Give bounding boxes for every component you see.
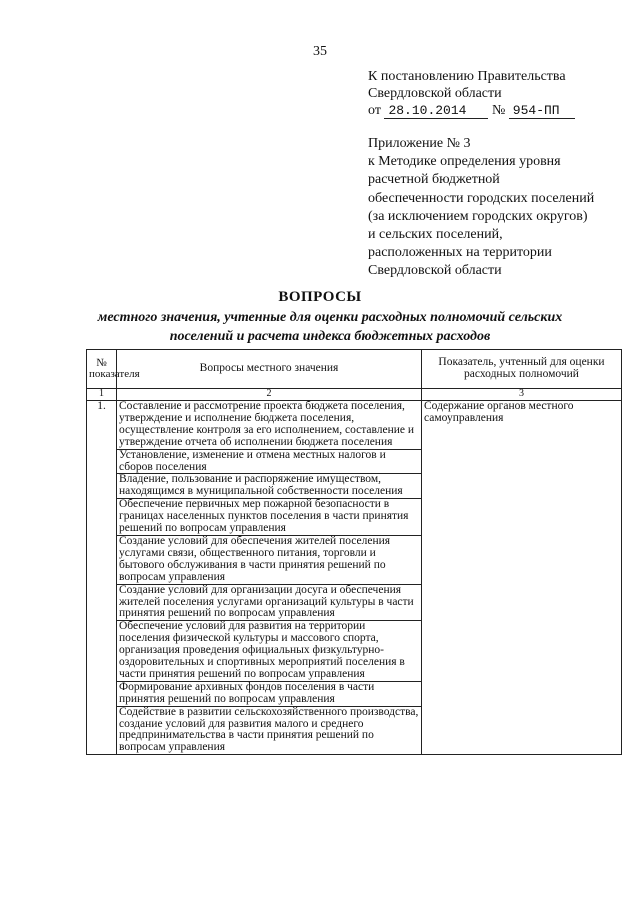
- issues-table: [86, 349, 622, 755]
- row-index: 1.: [87, 401, 117, 755]
- column-number: 1: [87, 389, 117, 401]
- issue-cell: Содействие в развитии сельскохозяйственного производства, создание условий для развития малого и среднего предпринимательства в части принятия решений по вопросам управления: [117, 706, 422, 755]
- issue-cell: Создание условий для обеспечения жителей поселения услугами связи, общественного питания, торговли и бытового обслуживания в части принятия решений по вопросам управления: [117, 535, 422, 584]
- document-title: ВОПРОСЫ: [278, 289, 362, 305]
- decree-reference: [368, 68, 630, 119]
- indicator-cell: Содержание органов местного самоуправления: [422, 401, 622, 755]
- table-header-row: [87, 350, 622, 389]
- issue-cell: Установление, изменение и отмена местных налогов и сборов поселения: [117, 449, 422, 474]
- appendix-block: [368, 135, 630, 281]
- decree-number: 954-ПП: [509, 104, 575, 119]
- appendix-line: (за исключением городских округов): [368, 208, 588, 224]
- subtitle-line-1: местного значения, учтенные для оценки расходных полномочий сельских: [97, 310, 563, 325]
- column-number-row: [87, 389, 622, 401]
- appendix-line: к Методике определения уровня: [368, 154, 561, 170]
- issue-cell: Создание условий для организации досуга и обеспечения жителей поселения услугами организаций культуры в части принятия решений по вопросам управления: [117, 584, 422, 621]
- header-indicator-number: № показателя: [87, 350, 117, 389]
- issue-cell: Обеспечение условий для развития на территории поселения физической культуры и массового спорта, организация проведения официальных физкультурно-оздоровительных и спортивных мероприятий поселения в части принятия решений по вопросам управления: [117, 621, 422, 682]
- decree-number-label: №: [491, 103, 506, 118]
- decree-date-line: [368, 102, 630, 119]
- appendix-line: и сельских поселений,: [368, 227, 503, 243]
- issue-cell: Обеспечение первичных мер пожарной безопасности в границах населенных пунктов поселения в части принятия решений по вопросам управления: [117, 499, 422, 536]
- appendix-line: Приложение № 3: [368, 136, 471, 151]
- column-number: 3: [422, 389, 622, 401]
- subtitle-line-2: поселений и расчета индекса бюджетных расходов: [169, 329, 491, 344]
- decree-line-2: Свердловской области: [368, 86, 502, 101]
- appendix-line: расположенных на территории: [368, 245, 552, 261]
- decree-line-1: К постановлению Правительства: [368, 69, 566, 84]
- issue-cell: Владение, пользование и распоряжение имуществом, находящимся в муниципальной собственности поселения: [117, 474, 422, 499]
- table-row: [87, 401, 622, 450]
- page-number: 35: [313, 44, 327, 59]
- decree-date: 28.10.2014: [384, 104, 488, 119]
- appendix-line: обеспеченности городских поселений: [368, 190, 595, 206]
- header-indicator: Показатель, учтенный для оценки расходных полномочий: [422, 350, 622, 389]
- appendix-line: расчетной бюджетной: [368, 172, 500, 188]
- issue-cell: Составление и рассмотрение проекта бюджета поселения, утверждение и исполнение бюджета поселения, осуществление контроля за его исполнением, составление и утверждение отчета об исполнении бюджета поселения: [117, 401, 422, 450]
- appendix-line: Свердловской области: [368, 263, 502, 279]
- document-subtitle: [60, 308, 600, 346]
- column-number: 2: [117, 389, 422, 401]
- header-local-issues: Вопросы местного значения: [117, 350, 422, 389]
- issue-cell: Формирование архивных фондов поселения в части принятия решений по вопросам управления: [117, 681, 422, 706]
- decree-from-label: от: [368, 103, 381, 118]
